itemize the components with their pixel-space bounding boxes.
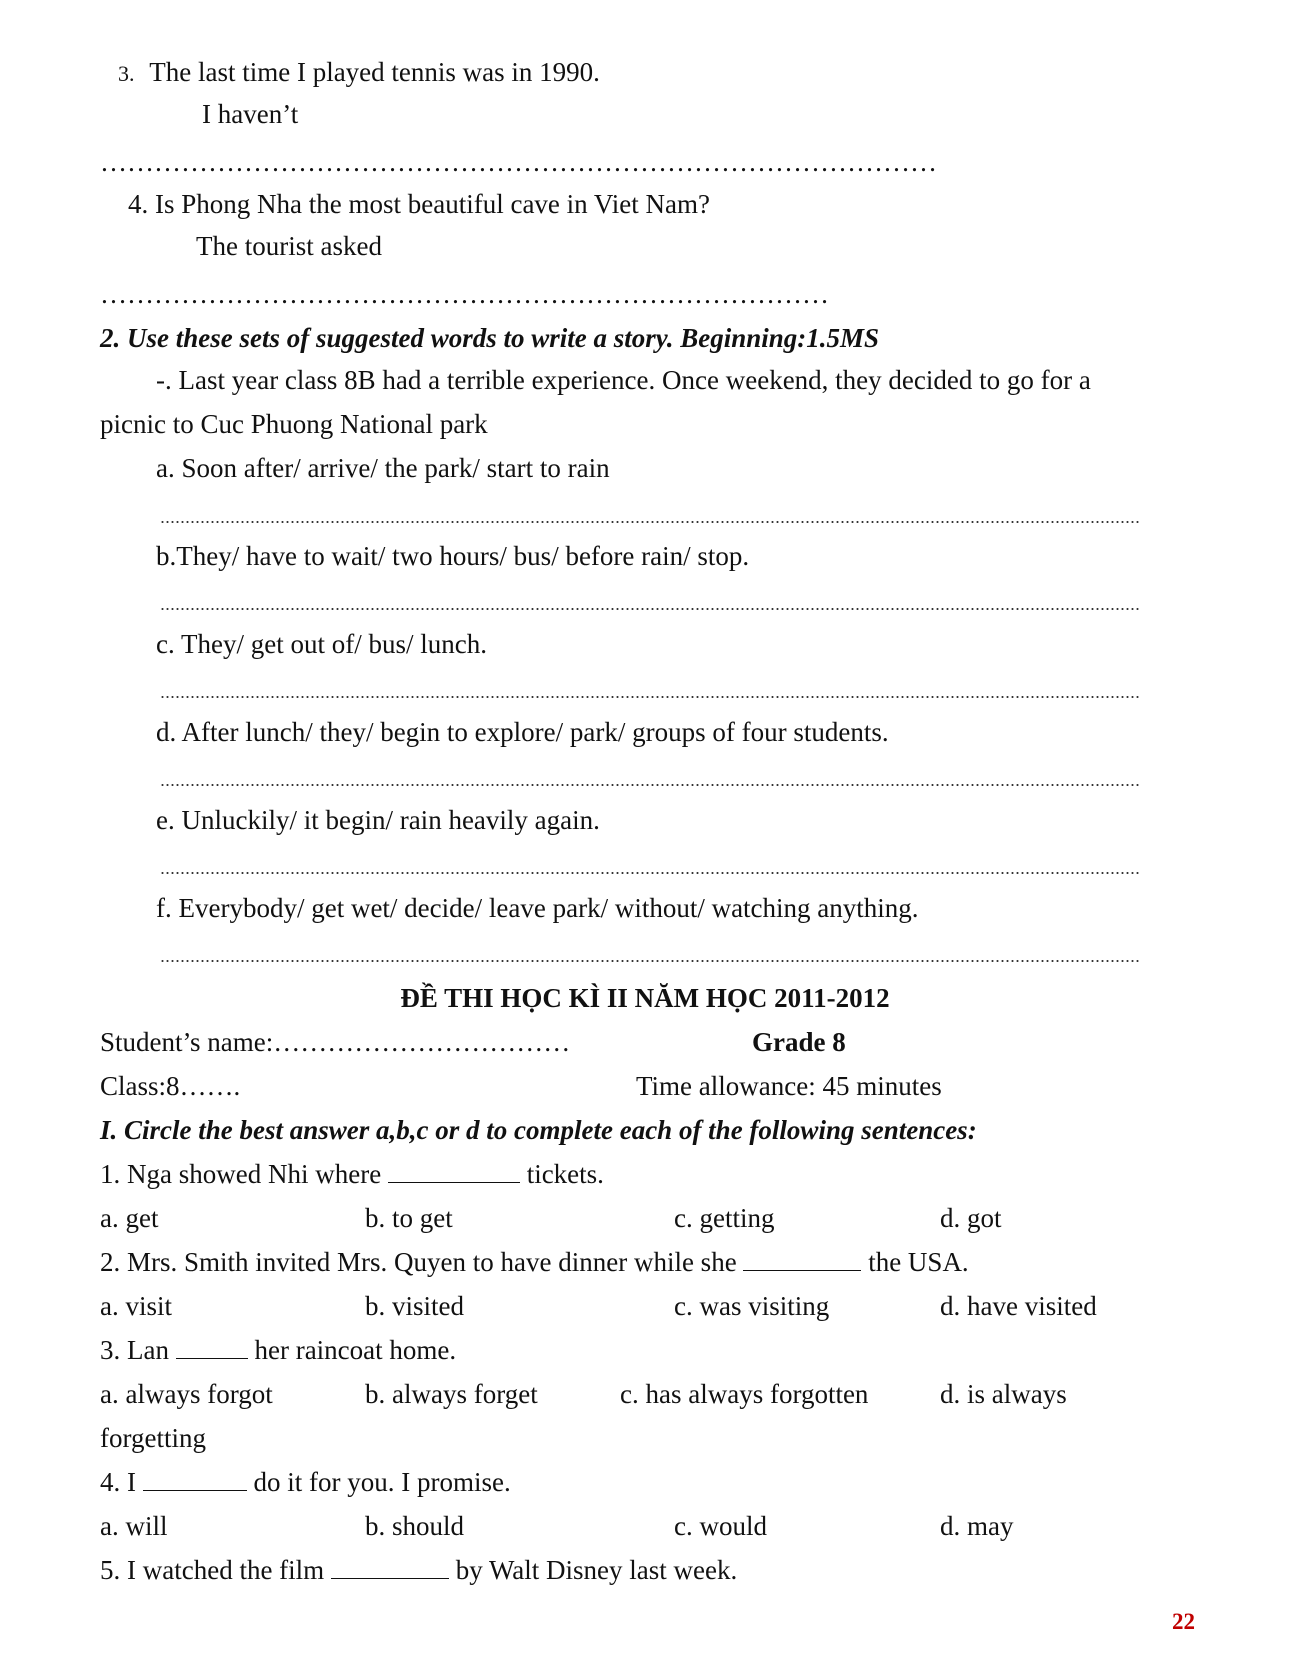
question-text: tickets. [519, 1159, 604, 1189]
option-a: a. visit [100, 1291, 172, 1321]
story-item-a: a. Soon after/ arrive/ the park/ start to rain [156, 453, 610, 483]
answer-blank [743, 1246, 861, 1271]
story-item-d: d. After lunch/ they/ begin to explore/ park/ groups of four students. [156, 717, 889, 747]
story-item-e: e. Unluckily/ it begin/ rain heavily again. [156, 805, 600, 835]
question-text: 3. Lan [100, 1335, 176, 1365]
answer-line [160, 871, 1140, 875]
answer-line: ………………………………………………………………………………… [100, 147, 937, 177]
option-b: b. to get [365, 1203, 453, 1233]
story-item-b: b.They/ have to wait/ two hours/ bus/ before rain/ stop. [156, 541, 750, 571]
student-name-field: Student’s name:…………………………… [100, 1027, 571, 1057]
question-text: by Walt Disney last week. [448, 1555, 738, 1585]
question-text: 2. Mrs. Smith invited Mrs. Quyen to have dinner while she [100, 1247, 744, 1277]
question-5 [100, 1554, 737, 1586]
time-allowance: Time allowance: 45 minutes [636, 1071, 942, 1101]
option-b: b. always forget [365, 1379, 538, 1409]
question-4 [100, 1466, 511, 1498]
answer-blank [143, 1466, 247, 1491]
rewrite-prompt: I haven’t [202, 99, 299, 129]
option-d-continued: forgetting [100, 1423, 206, 1453]
question-text: do it for you. I promise. [246, 1467, 511, 1497]
question-text: the USA. [861, 1247, 969, 1277]
section-heading: 2. Use these sets of suggested words to write a story. Beginning:1.5MS [100, 323, 880, 353]
option-d: d. may [940, 1511, 1014, 1541]
answer-blank [331, 1554, 449, 1579]
option-a: a. will [100, 1511, 168, 1541]
option-c: c. would [674, 1511, 767, 1541]
question-text: her raincoat home. [247, 1335, 457, 1365]
grade-label: Grade 8 [752, 1027, 846, 1057]
question-3 [100, 1334, 456, 1366]
transform-item-3 [118, 56, 600, 90]
class-field: Class:8……. [100, 1071, 241, 1101]
answer-line [160, 520, 1140, 524]
story-intro: -. Last year class 8B had a terrible experience. Once weekend, they decided to go for a [156, 365, 1091, 395]
question-2 [100, 1246, 969, 1278]
story-item-f: f. Everybody/ get wet/ decide/ leave park/ without/ watching anything. [156, 893, 919, 923]
option-a: a. get [100, 1203, 159, 1233]
answer-line [160, 959, 1140, 963]
item-sentence: The last time I played tennis was in 1990. [149, 57, 600, 87]
exam-title: ĐỀ THI HỌC KÌ II NĂM HỌC 2011-2012 [400, 983, 890, 1013]
question-text: 1. Nga showed Nhi where [100, 1159, 388, 1189]
question-text: 5. I watched the film [100, 1555, 331, 1585]
question-text: 4. I [100, 1467, 143, 1497]
answer-blank [388, 1158, 520, 1183]
option-d: d. got [940, 1203, 1002, 1233]
answer-line [160, 695, 1140, 699]
option-b: b. visited [365, 1291, 464, 1321]
option-d: d. have visited [940, 1291, 1097, 1321]
answer-blank [176, 1334, 248, 1359]
option-c: c. was visiting [674, 1291, 830, 1321]
rewrite-prompt: The tourist asked [196, 231, 382, 261]
answer-line [160, 607, 1140, 611]
answer-line: ……………………………………………………………………… [100, 279, 829, 309]
option-c: c. has always forgotten [620, 1379, 869, 1409]
transform-item-4: 4. Is Phong Nha the most beautiful cave in Viet Nam? [128, 189, 711, 219]
story-intro-continued: picnic to Cuc Phuong National park [100, 409, 488, 439]
page-number: 22 [1172, 1609, 1195, 1634]
option-d: d. is always [940, 1379, 1067, 1409]
item-number: 3. [118, 61, 135, 86]
option-a: a. always forgot [100, 1379, 273, 1409]
answer-line [160, 783, 1140, 787]
story-item-c: c. They/ get out of/ bus/ lunch. [156, 629, 487, 659]
section-heading: I. Circle the best answer a,b,c or d to complete each of the following sentences: [100, 1115, 977, 1145]
option-c: c. getting [674, 1203, 775, 1233]
question-1 [100, 1158, 604, 1190]
option-b: b. should [365, 1511, 465, 1541]
